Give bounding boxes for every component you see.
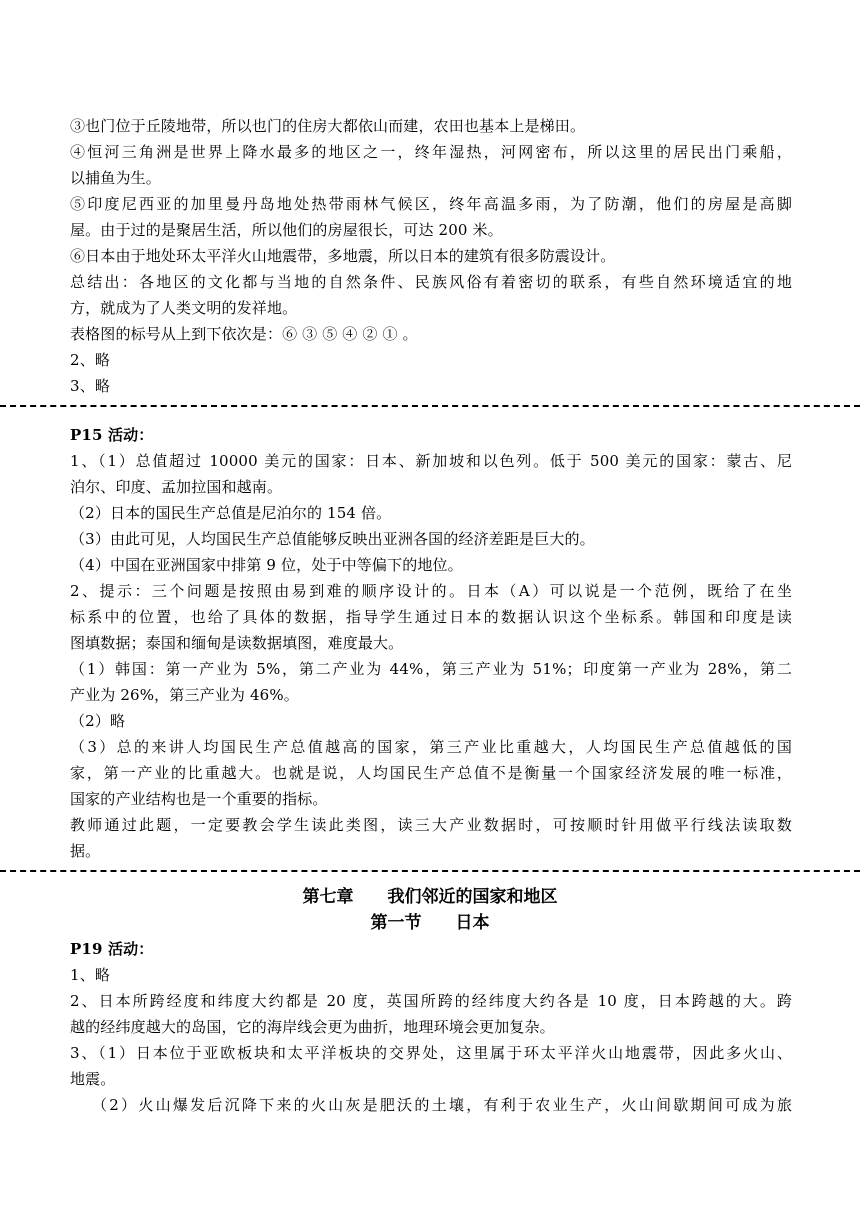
chapter-number: 第七章 [302,887,354,907]
chapter-title: 我们邻近的国家和地区 [387,887,558,907]
section-answers-continued [70,113,792,399]
text-line: 据。 [70,842,101,860]
text-line: 标系中的位置，也给了具体的数据，指导学生通过日本的数据认识这个坐标系。韩国和印度是读 [70,608,792,626]
section-divider [0,405,860,407]
section-p15-activity [70,422,792,864]
text-line: 越的经纬度越大的岛国，它的海岸线会更为曲折，地理环境会更加复杂。 [70,1018,555,1036]
text-line: ⑥日本由于地处环太平洋火山地震带，多地震，所以日本的建筑有很多防震设计。 [70,247,616,265]
section-number: 第一节 [370,913,422,933]
text-line: 2、提示：三个问题是按照由易到难的顺序设计的。日本（A）可以说是一个范例，既给了在坐 [70,582,792,600]
text-line: 图填数据；泰国和缅甸是读数据填图，难度最大。 [70,634,404,652]
text-line: 教师通过此题，一定要教会学生读此类图，读三大产业数据时，可按顺时针用做平行线法读取数 [70,816,792,834]
text-line: 泊尔、印度、孟加拉国和越南。 [70,478,283,496]
activity-heading: P15 活动： [70,426,154,444]
activity-heading: P19 活动： [70,940,154,958]
section-p19-activity [70,936,792,1118]
text-line: ⑤印度尼西亚的加里曼丹岛地处热带雨林气候区，终年高温多雨，为了防潮，他们的房屋是高脚 [70,195,792,213]
text-line: 地震。 [70,1070,116,1088]
text-line: （2）火山爆发后沉降下来的火山灰是肥沃的土壤，有利于农业生产，火山间歇期间可成为旅 [92,1096,792,1114]
text-line: 方，就成为了人类文明的发祥地。 [70,299,298,317]
text-line: 1、（1）总值超过 10000 美元的国家：日本、新加坡和以色列。低于 500 美元的国家：蒙古、尼 [70,452,792,470]
text-line: 以捕鱼为生。 [70,169,161,187]
text-line: ④恒河三角洲是世界上降水最多的地区之一，终年湿热，河网密布，所以这里的居民出门乘船， [70,143,792,161]
text-line: 3、略 [70,377,110,395]
text-line: （4）中国在亚洲国家中排第 9 位，处于中等偏下的地位。 [70,556,463,574]
text-line: 国家的产业结构也是一个重要的指标。 [70,790,328,808]
section-divider [0,870,860,872]
text-line: （3）总的来讲人均国民生产总值越高的国家，第三产业比重越大，人均国民生产总值越低的国 [70,738,792,756]
chapter-heading [0,884,860,910]
text-line: 产业为 26%，第三产业为 46%。 [70,686,299,704]
text-line: 2、略 [70,351,110,369]
section-heading [0,910,860,936]
text-line: 家，第一产业的比重越大。也就是说，人均国民生产总值不是衡量一个国家经济发展的唯一标准， [70,764,792,782]
text-line: （1）韩国：第一产业为 5%，第二产业为 44%，第三产业为 51%；印度第一产业为 28%，第二 [70,660,792,678]
text-line: 总结出：各地区的文化都与当地的自然条件、民族风俗有着密切的联系，有些自然环境适宜的地 [70,273,792,291]
text-line: （2）略 [70,712,126,730]
text-line: （2）日本的国民生产总值是尼泊尔的 154 倍。 [70,504,392,522]
text-line: 3、（1）日本位于亚欧板块和太平洋板块的交界处，这里属于环太平洋火山地震带，因此多火山、 [70,1044,792,1062]
text-line: ③也门位于丘陵地带，所以也门的住房大都依山而建，农田也基本上是梯田。 [70,117,586,135]
text-line: 屋。由于过的是聚居生活，所以他们的房屋很长，可达 200 米。 [70,221,503,239]
text-line: 表格图的标号从上到下依次是：⑥ ③ ⑤ ④ ② ① 。 [70,325,418,343]
text-line: 2、日本所跨经度和纬度大约都是 20 度，英国所跨的经纬度大约各是 10 度，日本跨越的大。跨 [70,992,792,1010]
text-line: 1、略 [70,966,110,984]
section-title: 日本 [455,913,490,933]
text-line: （3）由此可见，人均国民生产总值能够反映出亚洲各国的经济差距是巨大的。 [70,530,595,548]
